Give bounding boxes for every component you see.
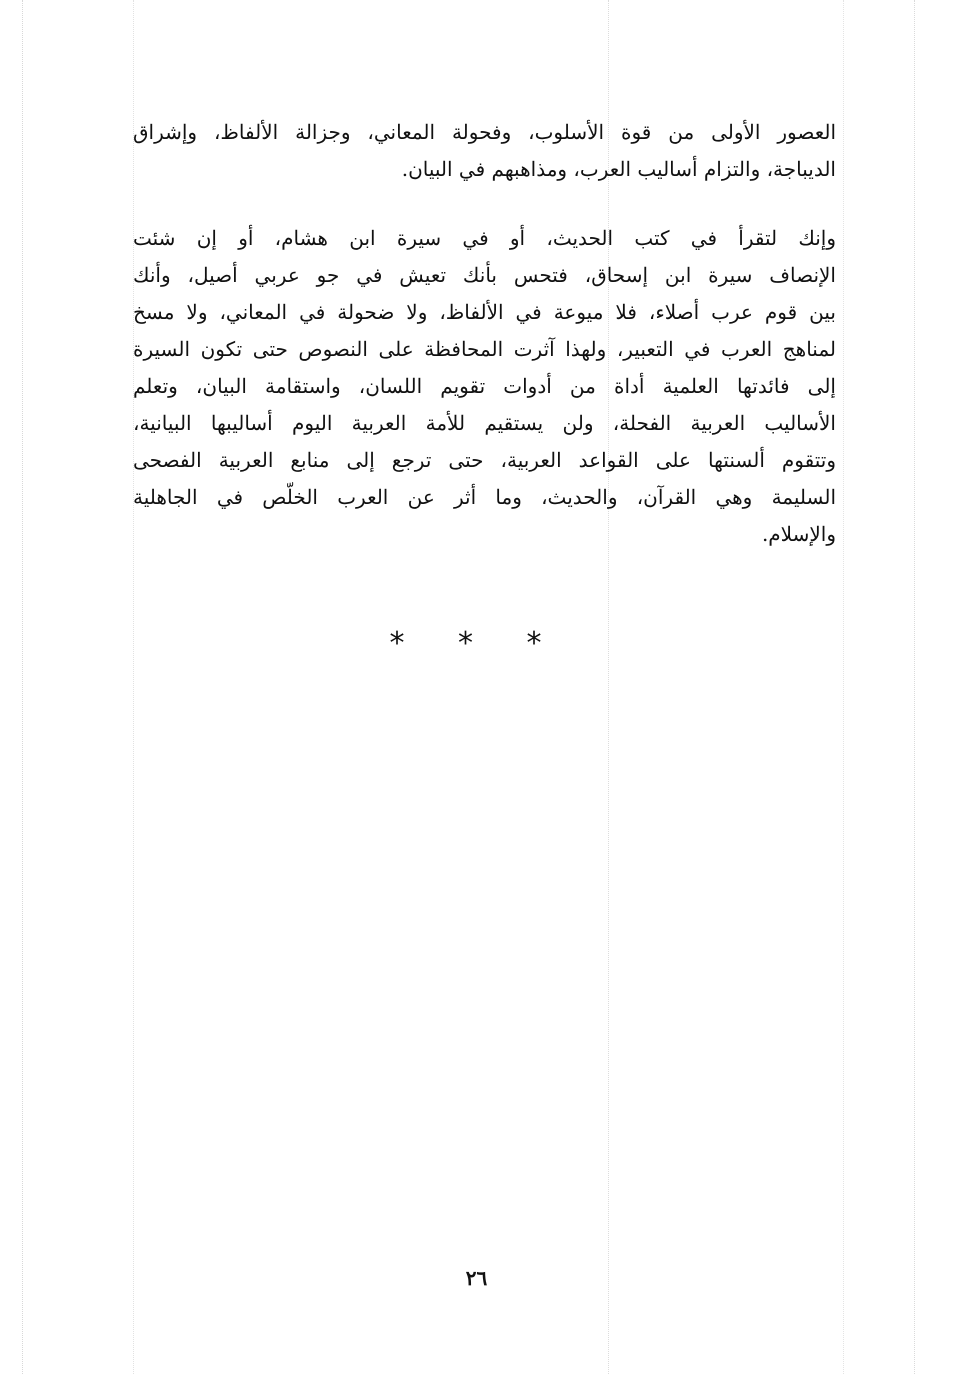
scan-artifact-line bbox=[608, 0, 609, 1374]
text-line: لمناهج العرب في التعبير، ولهذا آثرت المحافظة على النصوص حتى تكون السيرة bbox=[133, 337, 836, 361]
scan-artifact-line bbox=[22, 0, 23, 1374]
text-line: والإسلام. bbox=[761, 522, 836, 546]
text-line: الديباجة، والتزام أساليب العرب، ومذاهبهم في البيان. bbox=[401, 157, 836, 181]
text-line: وإنك لتقرأ في كتب الحديث، أو في سيرة ابن هشام، أو إن شئت bbox=[133, 226, 836, 250]
scan-artifact-line bbox=[133, 0, 134, 1374]
text-line: بين قوم عرب أصلاء، فلا ميوعة في الألفاظ، ولا ضحولة في المعاني، ولا مسخ bbox=[133, 300, 836, 324]
page-number: ٢٦ bbox=[465, 1266, 488, 1290]
text-line: الأساليب العربية الفحلة، ولن يستقيم للأمة العربية اليوم أساليبها البيانية، bbox=[133, 411, 836, 435]
section-separator: * * * bbox=[389, 626, 564, 661]
scan-artifact-line bbox=[914, 0, 915, 1374]
text-line: إلى فائدتها العلمية أداة من أدوات تقويم اللسان، واستقامة البيان، وتعلم bbox=[133, 374, 836, 398]
text-line: العصور الأولى من قوة الأسلوب، وفحولة المعاني، وجزالة الألفاظ، وإشراق bbox=[133, 120, 836, 144]
paragraph-1 bbox=[133, 114, 836, 188]
scan-artifact-line bbox=[843, 0, 844, 1374]
text-line: وتتقوم ألسنتها على القواعد العربية، حتى ترجع إلى منابع العربية الفصحى bbox=[133, 448, 836, 472]
text-line: الإنصاف سيرة ابن إسحاق، فتحس بأنك تعيش في جو عربي أصيل، وأنك bbox=[133, 263, 836, 287]
paragraph-2 bbox=[133, 220, 836, 553]
text-line: السليمة وهي القرآن، والحديث، وما أثر عن العرب الخلّص في الجاهلية bbox=[133, 485, 836, 509]
